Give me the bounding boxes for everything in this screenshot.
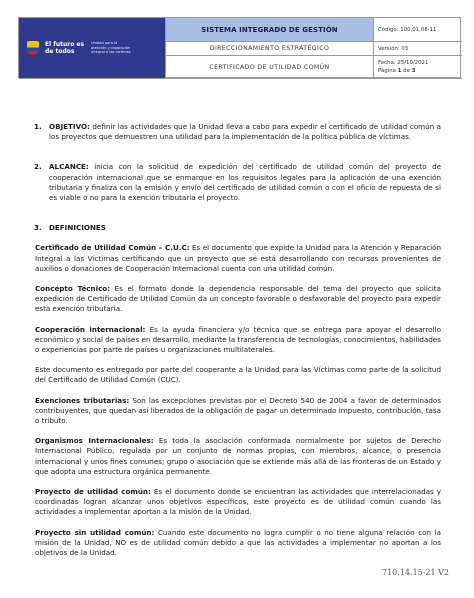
definition-note [35, 365, 441, 385]
date-page-cell [374, 56, 462, 79]
document-code: Código: 100,01,08-11 [374, 18, 462, 42]
definition-term: Organismos Internacionales: [35, 436, 154, 446]
section-definiciones [34, 223, 441, 233]
definition-term: Concepto Técnico: [35, 284, 111, 294]
footer-code: 710.14.15-21 V2 [382, 568, 450, 577]
process-name: DIRECCIONAMIENTO ESTRATÉGICO [166, 42, 374, 56]
definition-text: Este documento es entregado por parte del cooperante a la Unidad para las Víctimas como parte de la solicitud del Certificado de Utilidad Común (CUC). [35, 365, 441, 385]
definition-text: Cuando este documento no logra cumplir o no tiene alguna relación con la misión de la Unidad, NO es de utilidad común debido a que las actividades a implementar no aportan a los objetivos de la Unidad. [35, 527, 441, 558]
document-header [18, 17, 461, 78]
section-objetivo [34, 122, 441, 142]
definition-item [35, 284, 441, 315]
definition-term: Certificado de Utilidad Común – C.U.C: [35, 243, 190, 253]
section-number: 1. [34, 122, 42, 131]
institution-logo [19, 18, 166, 79]
logo-sub-text: Unidad para la atención y reparación integral a las víctimas [91, 41, 131, 55]
definition-item [35, 487, 441, 518]
page-prefix: Página [378, 68, 396, 74]
definition-term: Exenciones tributarias: [35, 395, 130, 405]
page-indicator [378, 67, 462, 75]
colombia-shield-icon [27, 41, 39, 55]
definition-term: Cooperación internacional: [35, 324, 146, 334]
document-body [34, 122, 441, 558]
document-version: Versión: 03 [374, 42, 462, 56]
logo-main-text: El futuro es de todos [45, 41, 85, 55]
definition-text: Es el documento que expide la Unidad para la Atención y Reparación Integral a las Víctimas certificando que un proyecto que se está desarrollando con recursos provenientes de auxilios o donaciones de Cooperación Internacional cuenta con una utilidad común. [35, 243, 441, 273]
definition-text: Es la ayuda financiera y/o técnica que se entrega para apoyar el desarrollo económico y social de países en desarrollo, mediante la transferencia de tecnologías, conocimientos, habilidades o experiencias por parte de países u organizaciones multilaterales. [35, 324, 441, 355]
section-label: ALCANCE: [49, 162, 89, 172]
definition-item [35, 528, 441, 559]
definition-text: Es el formato donde la dependencia responsable del tema del proyecto que solicita expedición de Certificado de Utilidad Común da un concepto favorable o desfavorable del proyecto para expedir esta exención tributaria. [35, 284, 441, 314]
section-number: 3. [34, 223, 42, 233]
section-heading: DEFINICIONES [49, 223, 106, 233]
section-number: 2. [34, 162, 42, 172]
definition-text: Es el documento donde se encuentran las actividades que interrelacionadas y coordinadas logran alcanzar unos objetivos específicos, este proyecto es de utilidad común cuando las actividades a implementar aportan a la misión de la Unidad. [35, 487, 441, 517]
definition-item [35, 436, 441, 477]
definition-item [35, 325, 441, 356]
page-of: de [403, 68, 410, 74]
document-title: CERTIFICADO DE UTILIDAD COMÚN [166, 56, 374, 79]
section-text: definir las actividades que la Unidad lleva a cabo para expedir el certificado de utilidad común a los proyectos que demuestren una utilidad para la implementación de la política pública de víctimas. [49, 122, 441, 142]
definition-item [35, 396, 441, 427]
page-total: 3 [411, 68, 416, 74]
document-date: Fecha: 25/10/2021 [378, 60, 429, 66]
page-current: 1 [397, 68, 402, 74]
section-alcance [34, 162, 441, 203]
section-label: OBJETIVO: [49, 122, 90, 131]
definition-text: Es toda la asociación conformada normalmente por sujetos de Derecho Internacional Público, regulada por un conjunto de normas propias, con miembros, alcance, o presencia internacional y unos fines comunes; grupo o asociación que se extiende más allá de las fronteras de un Estado y que adopta una estructura orgánica permanente. [35, 436, 441, 476]
definition-term: Proyecto de utilidad común: [35, 487, 151, 497]
definition-text: Son las excepciones previstas por el Decreto 540 de 2004 a favor de determinados contribuyentes, que quedan así liberados de la obligación de pagar un determinado impuesto, contribución, tasa o tributo. [35, 395, 441, 426]
definition-item [35, 243, 441, 274]
definition-term: Proyecto sin utilidad común: [35, 527, 155, 537]
system-title: SISTEMA INTEGRADO DE GESTIÓN [166, 18, 374, 42]
section-text: inicia con la solicitud de expedición del certificado de utilidad común del proyecto de cooperación internacional que se enmarque en los requisitos legales para la aplicación de una exención tributaria y finaliza con la emisión y envío del certificado de utilidad común o con el oficio de repuesta de si es viable o no para la exención tributaria el proyecto. [49, 162, 441, 203]
